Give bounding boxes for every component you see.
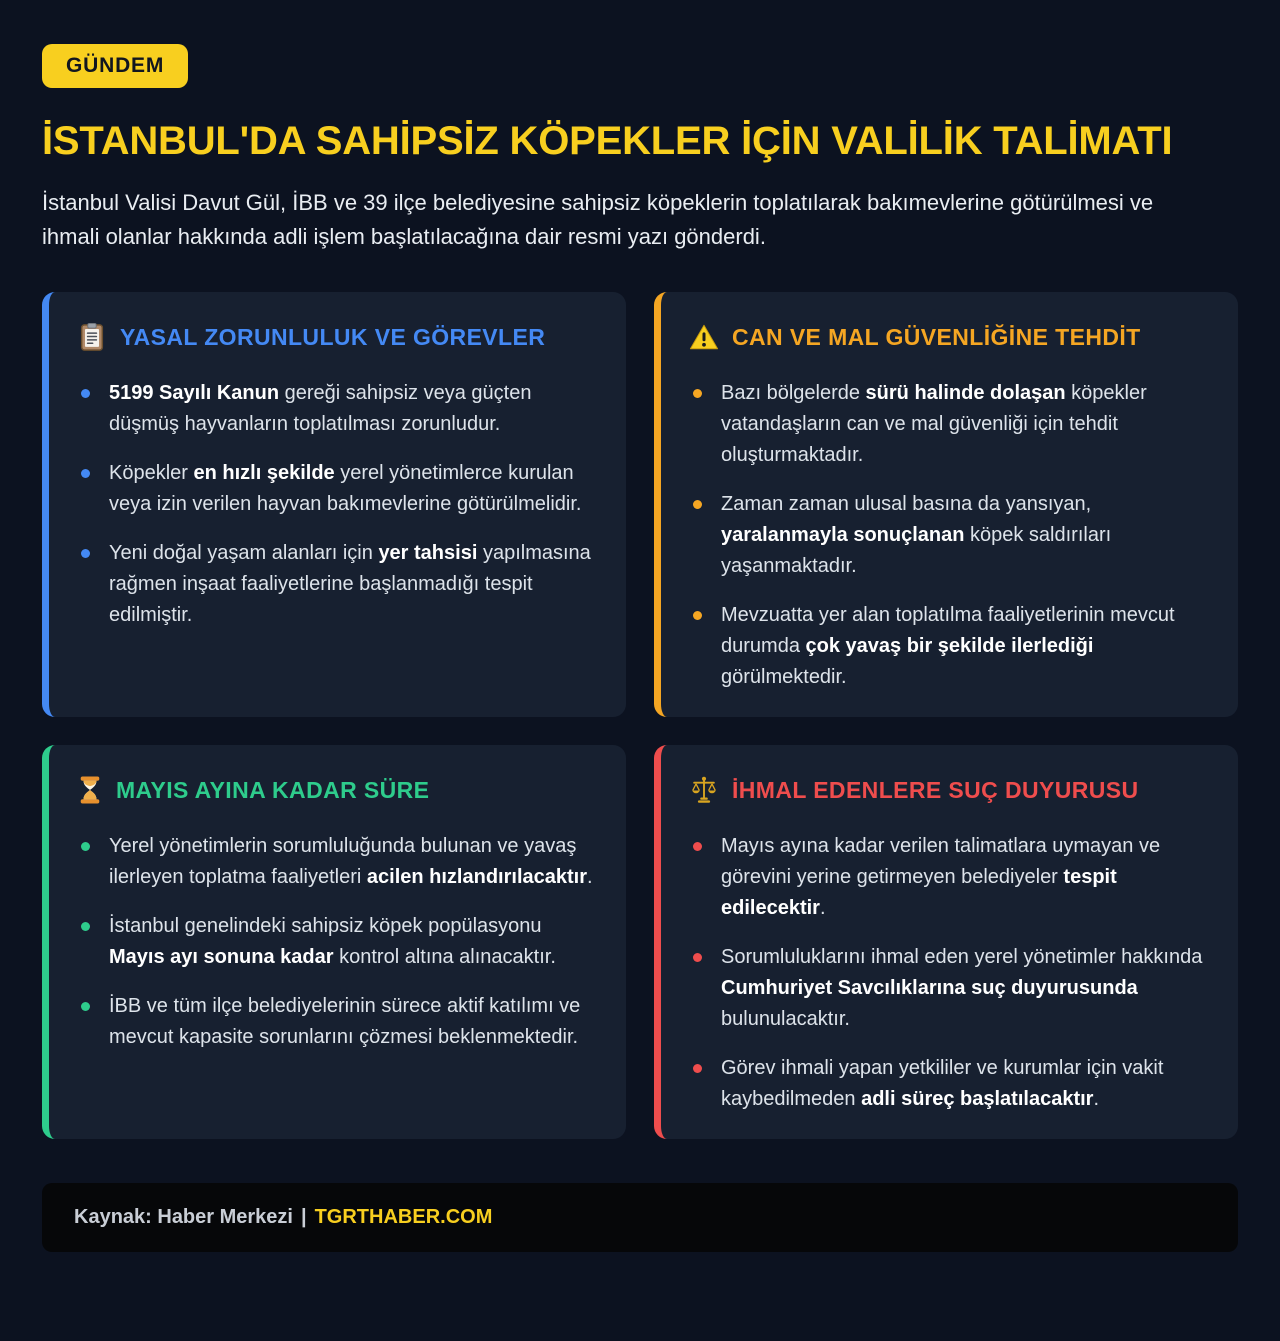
list-item: Sorumluluklarını ihmal eden yerel yönetimler hakkında Cumhuriyet Savcılıklarına suç duyurusunda bulunulacaktır. [689, 942, 1208, 1035]
footer-separator: | [300, 1206, 307, 1229]
source-label: Kaynak: Haber Merkezi [74, 1206, 293, 1229]
card-title: CAN VE MAL GÜVENLİĞİNE TEHDİT [732, 323, 1141, 350]
bullet-list [77, 831, 596, 1053]
footer-bar [42, 1183, 1238, 1252]
warning-icon [689, 322, 719, 352]
bullet-list [689, 378, 1208, 693]
card-title: İHMAL EDENLERE SUÇ DUYURUSU [732, 776, 1139, 803]
list-item: Mayıs ayına kadar verilen talimatlara uymayan ve görevini yerine getirmeyen belediyeler tespit edilecektir. [689, 831, 1208, 924]
card-mayis-sure [42, 745, 626, 1139]
site-name: TGRTHABER.COM [314, 1206, 493, 1229]
list-item: 5199 Sayılı Kanun gereği sahipsiz veya güçten düşmüş hayvanların toplatılması zorunludur. [77, 378, 596, 440]
list-item: Zaman zaman ulusal basına da yansıyan, yaralanmayla sonuçlanan köpek saldırıları yaşanmaktadır. [689, 489, 1208, 582]
list-item: Yerel yönetimlerin sorumluluğunda bulunan ve yavaş ilerleyen toplatma faaliyetleri acilen hızlandırılacaktır. [77, 831, 596, 893]
bullet-list [689, 831, 1208, 1115]
scales-icon [689, 775, 719, 805]
list-item: Görev ihmali yapan yetkililer ve kurumlar için vakit kaybedilmeden adli süreç başlatılacaktır. [689, 1053, 1208, 1115]
card-suc-duyurusu [654, 745, 1238, 1139]
list-item: Yeni doğal yaşam alanları için yer tahsisi yapılmasına rağmen inşaat faaliyetlerine başlanmadığı tespit edilmiştir. [77, 538, 596, 631]
cards-grid [42, 292, 1238, 1139]
page-subtitle: İstanbul Valisi Davut Gül, İBB ve 39 ilçe belediyesine sahipsiz köpeklerin toplatılarak bakımevlerine götürülmesi ve ihmali olanlar hakkında adli işlem başlatılacağına dair resmi yazı gönderdi. [42, 190, 1154, 250]
category-badge: GÜNDEM [42, 44, 188, 88]
bullet-list [77, 378, 596, 631]
card-guvenlik-tehdit [654, 292, 1238, 717]
clipboard-icon [77, 322, 107, 352]
card-yasal-zorunluluk [42, 292, 626, 717]
list-item: Mevzuatta yer alan toplatılma faaliyetlerinin mevcut durumda çok yavaş bir şekilde ilerlediği görülmektedir. [689, 600, 1208, 693]
list-item: İBB ve tüm ilçe belediyelerinin sürece aktif katılımı ve mevcut kapasite sorunlarını çözmesi beklenmektedir. [77, 991, 596, 1053]
card-title: MAYIS AYINA KADAR SÜRE [116, 776, 430, 803]
hourglass-icon [77, 775, 103, 805]
page-title: İSTANBUL'DA SAHİPSİZ KÖPEKLER İÇİN VALİLİK TALİMATI [42, 119, 1173, 163]
list-item: İstanbul genelindeki sahipsiz köpek popülasyonu Mayıs ayı sonuna kadar kontrol altına alınacaktır. [77, 911, 596, 973]
list-item: Köpekler en hızlı şekilde yerel yönetimlerce kurulan veya izin verilen hayvan bakımevlerine götürülmelidir. [77, 458, 596, 520]
card-title: YASAL ZORUNLULUK VE GÖREVLER [120, 323, 546, 350]
list-item: Bazı bölgelerde sürü halinde dolaşan köpekler vatandaşların can ve mal güvenliği için tehdit oluşturmaktadır. [689, 378, 1208, 471]
